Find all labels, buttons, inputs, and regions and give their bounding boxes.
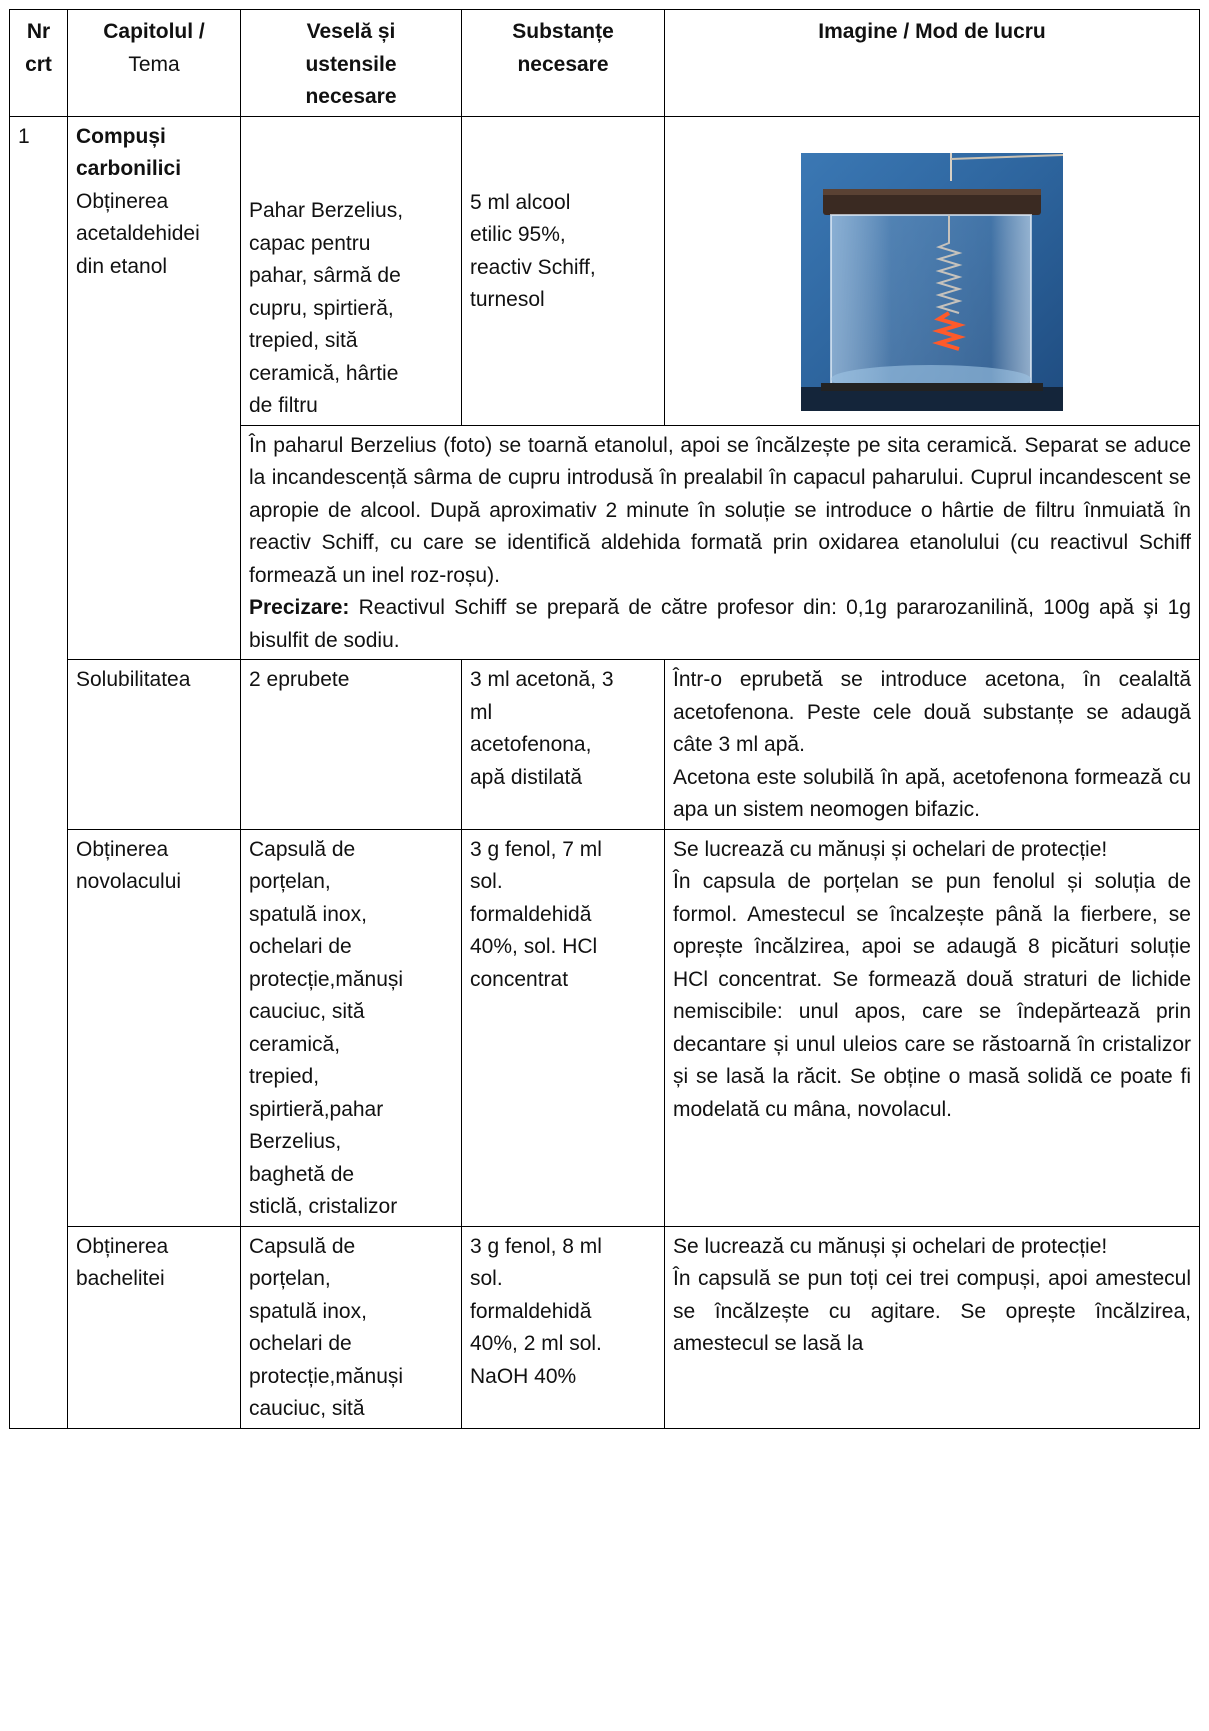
- berzelius-beaker-photo: [801, 153, 1063, 411]
- procedure-cell: Într-o eprubetă se introduce acetona, în cealaltă acetofenona. Peste cele două substanțe se adaugă câte 3 ml apă. Acetona este solubilă în apă, acetofenona formează cu apa un sistem neomogen bifazic.: [665, 660, 1200, 830]
- header-image-procedure: Imagine / Mod de lucru: [665, 10, 1200, 117]
- photo-cell: [665, 116, 1200, 425]
- chapter-cell: Compuși carbonilici Obținerea acetaldehidei din etanol: [68, 116, 241, 660]
- note-text: Reactivul Schiff se prepară de către profesor din: 0,1g pararozanilină, 100g apă şi 1g bisulfit de sodiu.: [249, 596, 1191, 652]
- tools-cell: 2 eprubete: [241, 660, 462, 830]
- tools-cell: Capsulă de porțelan, spatulă inox, ochelari de protecție,mănuși cauciuc, sită: [241, 1226, 462, 1428]
- header-nr: Nr crt: [10, 10, 68, 117]
- header-chapter: Capitolul / Tema: [68, 10, 241, 117]
- substances-cell: 3 ml acetonă, 3 ml acetofenona, apă distilată: [462, 660, 665, 830]
- table-row-novolac: [10, 829, 1200, 1226]
- topic-cell: Obținerea novolacului: [68, 829, 241, 1226]
- procedure-cell: Se lucrează cu mănuși și ochelari de protecție! În capsula de porțelan se pun fenolul și soluția de formol. Amestecul se încalzește până la fierbere, se oprește încălzirea, apoi se adaugă 8 picături soluție HCl concentrat. Se formează două straturi de lichide nemiscibile: unul apos, care se îndepărtează prin decantare și unul uleios care se răstoarnă în cristalizor și se lasă la răcit. Se obține o masă solidă ce poate fi modelată cu mâna, novolacul.: [665, 829, 1200, 1226]
- topic-label: Obținerea: [76, 189, 169, 213]
- tools-cell: Pahar Berzelius, capac pentru pahar, sârmă de cupru, spirtieră, trepied, sită ceramică, hârtie de filtru: [241, 116, 462, 425]
- table-row-acetaldehyde: [10, 116, 1200, 425]
- table-row-bakelite: [10, 1226, 1200, 1428]
- topic-cell: Solubilitatea: [68, 660, 241, 830]
- header-row: [10, 10, 1200, 117]
- experiments-table: [9, 9, 1200, 1429]
- procedure-cell: În paharul Berzelius (foto) se toarnă etanolul, apoi se încălzește pe sita ceramică. Separat se aduce la incandescență sârma de cupru introdusă în prealabil în capacul paharului. Cuprul incandescent se apropie de alcool. După aproximativ 2 minute în soluție se introduce o hârtie de filtru înmuiată în reactiv Schiff, cu care se identifică aldehida formată prin oxidarea etanolului (cu reactivul Schiff formează un inel roz-roșu). Precizare: Reactivul Schiff se prepară de către profesor din: 0,1g pararozanilină, 100g apă şi 1g bisulfit de sodiu.: [241, 425, 1200, 660]
- beaker-photo-illustration: [801, 153, 1063, 411]
- table-row-solubility: [10, 660, 1200, 830]
- row-number: 1: [10, 116, 68, 1428]
- substances-cell: 5 ml alcool etilic 95%, reactiv Schiff, turnesol: [462, 116, 665, 425]
- header-tools: Veselă și ustensile necesare: [241, 10, 462, 117]
- chapter-title: Compuși: [76, 124, 166, 148]
- procedure-cell: Se lucrează cu mănuși și ochelari de protecție! În capsulă se pun toți cei trei compuși, apoi amestecul se încălzește cu agitare. Se oprește încălzirea, amestecul se lasă la: [665, 1226, 1200, 1428]
- substances-cell: 3 g fenol, 8 ml sol. formaldehidă 40%, 2 ml sol. NaOH 40%: [462, 1226, 665, 1428]
- header-substances: Substanțe necesare: [462, 10, 665, 117]
- topic-cell: Obținerea bachelitei: [68, 1226, 241, 1428]
- note-label: Precizare:: [249, 596, 350, 619]
- tools-cell: Capsulă de porțelan, spatulă inox, ochelari de protecție,mănuși cauciuc, sită ceramică, trepied, spirtieră,pahar Berzelius, baghetă de sticlă, cristalizor: [241, 829, 462, 1226]
- substances-cell: 3 g fenol, 7 ml sol. formaldehidă 40%, sol. HCl concentrat: [462, 829, 665, 1226]
